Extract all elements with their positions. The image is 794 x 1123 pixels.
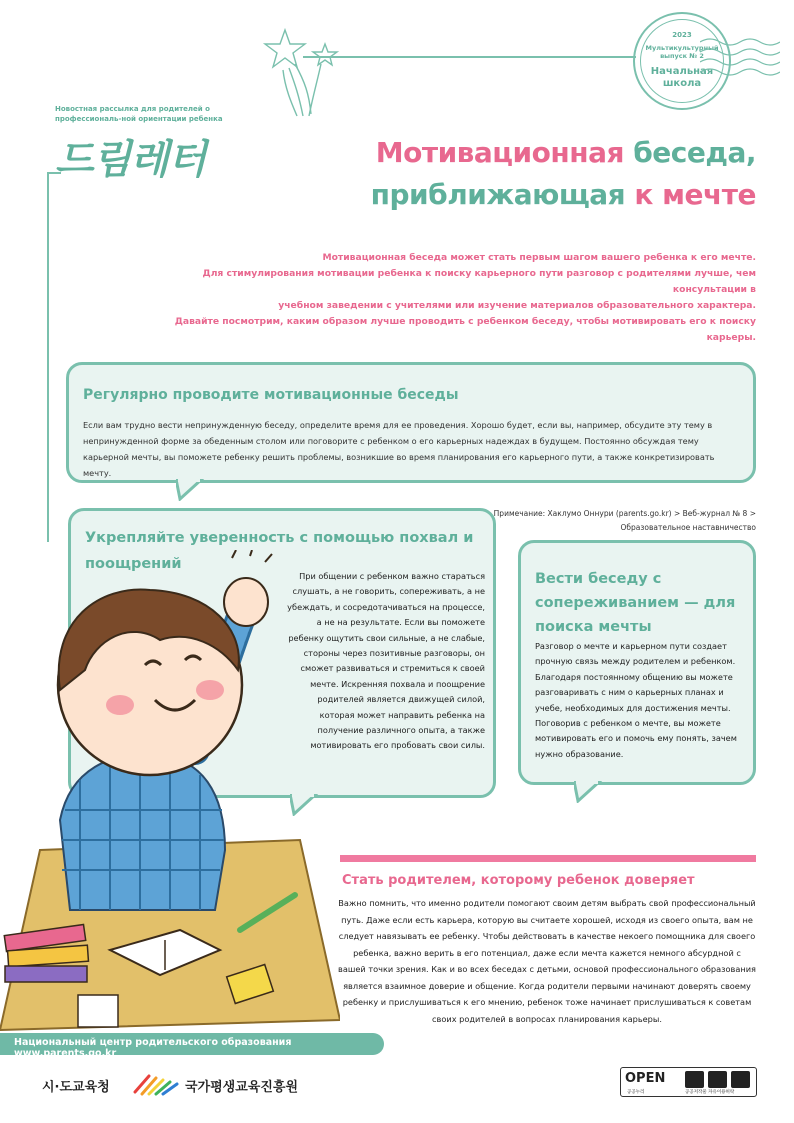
stars-decoration bbox=[255, 24, 365, 120]
newsletter-logo: 드림레터 bbox=[55, 137, 206, 183]
open-sub-label: 공공누리 bbox=[627, 1090, 645, 1095]
intro-line: Мотивационная беседа может стать первым шагом вашего ребенка к его мечте. bbox=[322, 252, 756, 263]
no-derivatives-icon bbox=[731, 1071, 750, 1088]
seal-issue: Мультикультурный выпуск № 2 bbox=[645, 44, 719, 60]
section1-heading: Регулярно проводите мотивационные беседы bbox=[83, 387, 459, 403]
intro-line: учебном заведении с учителями или изучение материалов образовательного характера. bbox=[278, 300, 756, 311]
section3-body bbox=[535, 639, 747, 762]
section3-body-1: Разговор о мечте и карьерном пути создает прочную связь между родителем и ребенком. Благодаря постоянному общению вы можете разговаривать с ним о карьерных планах и учебе, необходимых для достижения мечты. bbox=[535, 641, 736, 713]
section2-body: При общении с ребенком важно стараться слушать, а не говорить, сопереживать, а не убеждать, и сосредотачиваться на процессе, а не на результате. Если вы поможете ребенку ощутить свои сильные, а не слабые, стороны через позитивные разговоры, он сможет развиваться и стремиться к своей мечте. Искренняя похвала и поощрение родителей является движущей силой, которая может направить ребенка на получение различного опыта, а также мотивировать его пробовать свои силы. bbox=[287, 571, 485, 751]
footer-website-bar bbox=[0, 1033, 384, 1059]
title-line-2 bbox=[371, 174, 756, 216]
title-part-1a: Мотивационная bbox=[375, 136, 634, 169]
bubble-tail bbox=[176, 479, 206, 501]
intro-line: Давайте посмотрим, каким образом лучше проводить с ребенком беседу, чтобы мотивировать его к поиску карьеры. bbox=[174, 316, 756, 343]
title-part-2a: приближающая bbox=[370, 178, 635, 211]
seal-wavy-lines bbox=[700, 34, 780, 84]
intro-text bbox=[136, 250, 756, 346]
section3-body-2: Поговорив с ребенком о мечте, вы можете мотивировать его и помочь ему понять, зачем нужно образование. bbox=[535, 718, 737, 759]
section3-heading: Вести беседу с сопереживанием — для поиска мечты bbox=[535, 571, 736, 635]
section1-body: Если вам трудно вести непринужденную беседу, определите время для ее проведения. Хорошо будет, если вы, например, обсудите эту тему в непринужденной форме за обеденным столом или поговорите с ребенком о его карьерных надеждах в будущем. Постоянно обсуждая тему карьерной мечты, вы поможете ребенку решить проблемы, возникшие во время планирования его карьерного пути, а также конкретизировать мечту. bbox=[83, 420, 715, 478]
section-regular-talks bbox=[66, 362, 756, 483]
open-label: OPEN bbox=[625, 1071, 666, 1086]
multicolor-wing-logo bbox=[133, 1072, 181, 1096]
footer-website-text: Национальный центр родительского образования www.parents.go.kr bbox=[14, 1037, 292, 1059]
boy-illustration bbox=[0, 550, 340, 1040]
section2-heading: Укрепляйте уверенность с помощью похвал и поощрений bbox=[85, 530, 474, 572]
section-empathy bbox=[518, 540, 756, 785]
source-note: Примечание: Хаклумо Оннури (parents.go.kr) > Веб-журнал № 8 > Образовательное наставничество bbox=[493, 509, 756, 532]
title-part-2b: к мечте bbox=[634, 178, 756, 211]
noncommercial-icon bbox=[708, 1071, 727, 1088]
bubble-tail bbox=[574, 781, 604, 803]
section4-body: Важно помнить, что именно родители помогают своим детям выбрать свой профессиональный путь. Даже если есть карьера, которую вы считаете хорошей, исходя из своего опыта, вам не следует навязывать ее ребенку. Чтобы действовать в качестве некоего помощника для своего ребенка, важно верить в его потенциал, даже если мечта кажется немного абсурдной с вашей точки зрения. Как и во всех беседах с детьми, основой профессионального образования является взаимное доверие и общение. Когда родители первыми начинают доверять своему ребенку и прислушиваться к его мнению, ребенок тоже начинает прислушиваться к советам своих родителей в вопросах планирования карьеры. bbox=[338, 898, 756, 1024]
seal-school: Начальная школа bbox=[650, 66, 714, 89]
seal-year: 2023 bbox=[672, 31, 692, 39]
title-part-1b: беседа, bbox=[633, 136, 756, 169]
open-sub-caption: 공공저작물 자유이용허락 bbox=[685, 1090, 735, 1095]
page-title bbox=[371, 132, 756, 216]
section4-divider bbox=[340, 855, 756, 862]
attribution-icon bbox=[685, 1071, 704, 1088]
org-lifelong-education: 국가평생교육진흥원 bbox=[185, 1080, 299, 1095]
org-education-office: 시·도교육청 bbox=[42, 1080, 110, 1095]
intro-line: Для стимулирования мотивации ребенка к поиску карьерного пути разговор с родителями лучше, чем консультации в bbox=[202, 268, 756, 295]
newsletter-tagline: Новостная рассылка для родителей о профессиональ-ной ориентации ребенка bbox=[55, 105, 223, 123]
open-license-badge bbox=[620, 1067, 757, 1097]
frame-line-left-vertical bbox=[47, 172, 49, 542]
title-line-1 bbox=[371, 132, 756, 174]
section4-heading: Стать родителем, которому ребенок доверяет bbox=[342, 873, 695, 888]
